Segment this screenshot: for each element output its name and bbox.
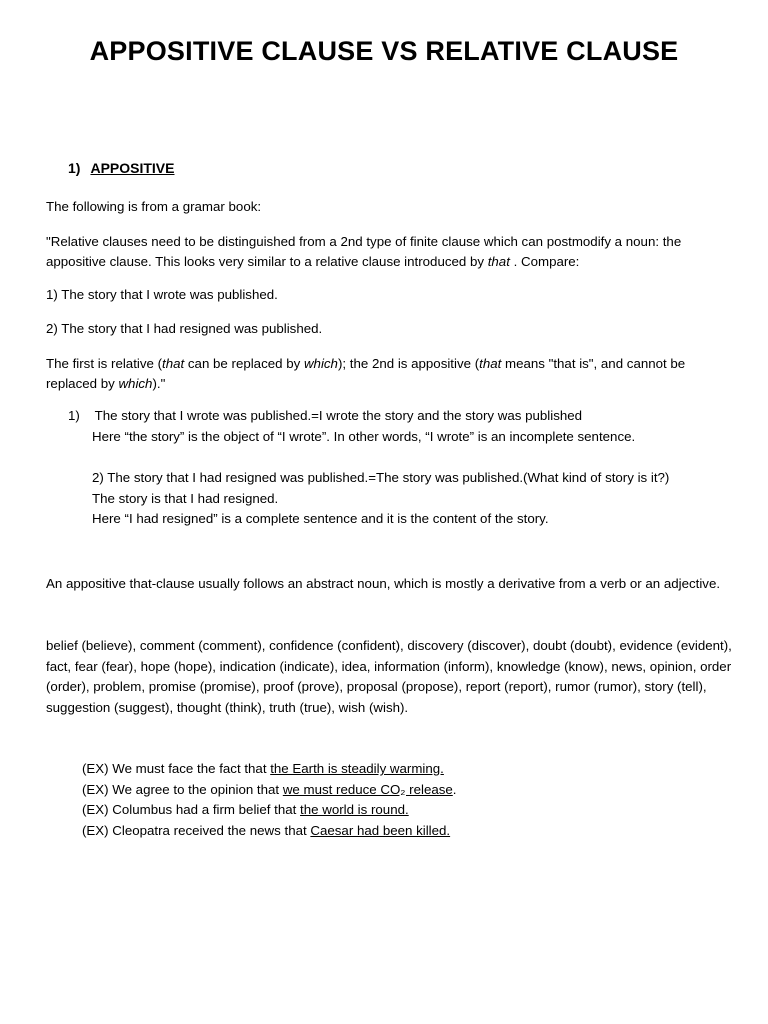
- quote-italic-that: that: [487, 254, 510, 269]
- example-text: (EX) We must face the fact that: [82, 761, 271, 776]
- quote-text-end: . Compare:: [509, 254, 580, 269]
- comparison-italic: that: [162, 356, 185, 371]
- example-list: [82, 759, 456, 841]
- comparison-italic: which: [118, 376, 153, 391]
- noun-list-paragraph: belief (believe), comment (comment), confidence (confident), discovery (discover), doubt (doubt), evidence (evident), fact, fear (fear), hope (hope), indication (indicate), idea, information (inform), knowledge (know), news, opinion, order (order), problem, promise (promise), proof (prove), proposal (propose), report (report), rumor (rumor), story (tell), suggestion (suggest), thought (think), truth (true), wish (wish).: [46, 638, 732, 715]
- example-text: (EX) Cleopatra received the news that: [82, 822, 311, 838]
- section-title: APPOSITIVE: [90, 160, 175, 176]
- example-sentence-1: 1) The story that I wrote was published.: [46, 287, 278, 302]
- example-text: .: [452, 781, 457, 797]
- example-item: [82, 759, 456, 780]
- comparison-italic: which: [303, 356, 338, 371]
- intro-paragraph: The following is from a gramar book:: [46, 199, 262, 214]
- section-heading: [68, 160, 174, 176]
- comparison-text: ).": [152, 376, 166, 391]
- explanation-2-note: Here “I had resigned” is a complete sentence and it is the content of the story.: [92, 511, 549, 526]
- comparison-paragraph: [46, 354, 736, 394]
- example-underlined: Caesar had been killed.: [310, 822, 451, 838]
- comparison-text: ); the 2nd is appositive (: [337, 356, 480, 371]
- comparison-text: means "that is", and cannot be replaced by: [46, 356, 686, 391]
- example-item: [82, 800, 456, 821]
- example-underlined: the world is round.: [300, 802, 409, 817]
- example-text: (EX) Columbus had a firm belief that: [82, 802, 301, 817]
- comparison-text: The first is relative (: [46, 356, 163, 371]
- explanation-text: The story that I wrote was published.=I wrote the story and the story was published: [94, 408, 583, 423]
- quote-paragraph: [46, 232, 736, 272]
- example-item: [82, 780, 456, 801]
- quote-text: "Relative clauses need to be distinguished from a 2nd type of finite clause which can postmodify a noun: the appositive clause. This looks very similar to a relative clause introduced by: [46, 234, 682, 269]
- abstract-noun-paragraph: An appositive that-clause usually follows an abstract noun, which is mostly a derivative from a verb or an adjective.: [46, 576, 721, 591]
- comparison-text: can be replaced by: [184, 356, 304, 371]
- explanation-1-note: Here “the story” is the object of “I wrote”. In other words, “I wrote” is an incomplete sentence.: [92, 428, 636, 444]
- example-underlined: the Earth is steadily warming.: [270, 761, 444, 776]
- numbered-explanation-1: [68, 406, 758, 447]
- explanation-2-line: 2) The story that I had resigned was published.=The story was published.(What kind of story is it?): [92, 470, 670, 485]
- page-title: APPOSITIVE CLAUSE VS RELATIVE CLAUSE: [89, 36, 679, 66]
- list-number: 1): [68, 408, 80, 423]
- example-sentence-2: 2) The story that I had resigned was published.: [46, 321, 323, 336]
- example-text: (EX) We agree to the opinion that: [82, 781, 283, 797]
- explanation-1-line: [68, 406, 758, 427]
- example-underlined: we must reduce CO₂ release: [282, 781, 453, 797]
- explanation-2-line: The story is that I had resigned.: [92, 490, 279, 506]
- example-item: [82, 821, 456, 842]
- numbered-explanation-2: [68, 468, 758, 530]
- comparison-italic: that: [479, 356, 502, 371]
- section-number: 1): [68, 160, 81, 176]
